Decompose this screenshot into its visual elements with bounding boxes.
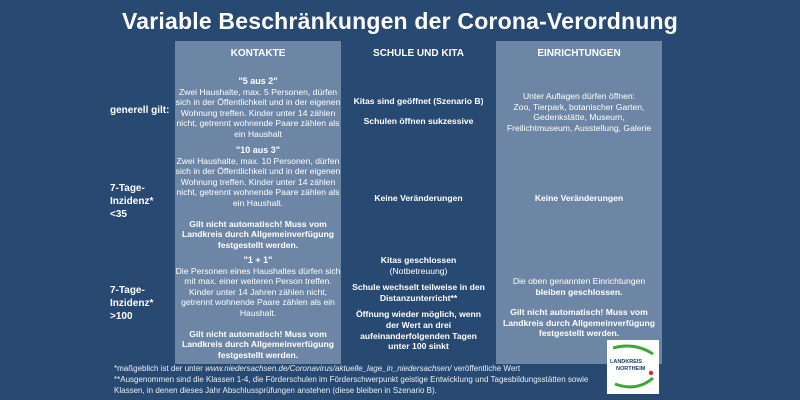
cell-line-bold: Kitas geschlossen bbox=[380, 255, 457, 265]
cell-line: nicht, getrennt wohnende Paare zählen als bbox=[176, 118, 340, 129]
cell-line: mit max. einer weiteren Person treffen. bbox=[184, 276, 332, 287]
cell-line: Die oben genannten Einrichtungen bbox=[512, 276, 646, 286]
row-label-line: Inzidenz* bbox=[110, 196, 154, 207]
logo-line: NORTHEIM bbox=[616, 366, 646, 372]
cell-line-bold: Distanzunterricht** bbox=[379, 292, 458, 303]
landkreis-northeim-logo bbox=[607, 340, 659, 394]
schule-cell-inzidenz-35: Keine Veränderungen bbox=[374, 193, 463, 203]
cell-line: Wohnung treffen. Kinder unter 14 zählen bbox=[180, 107, 336, 118]
cell-line: Freilichtmuseum, Ausstellung, Galerie bbox=[506, 122, 652, 133]
cell-line-bold: unter 100 sinkt bbox=[388, 341, 449, 352]
cell-line-bold: Landkreis durch Allgemeinverfügung bbox=[181, 339, 334, 350]
rule-title: "5 aus 2" bbox=[238, 76, 278, 86]
footnote-incidence bbox=[114, 364, 520, 375]
cell-line-bold: festgestellt werden. bbox=[538, 328, 620, 339]
cell-line-bold: Öffnung wieder möglich, wenn bbox=[355, 309, 482, 320]
cell-line: Haushalt. bbox=[239, 307, 277, 318]
row-label-inzidenz-100 bbox=[110, 284, 153, 323]
cell-line: Kitas sind geöffnet (Szenario B) bbox=[353, 96, 484, 106]
einrichtungen-cell-generell bbox=[496, 91, 662, 133]
schule-cell-inzidenz-100 bbox=[341, 255, 496, 352]
row-label-line: 7-Tage- bbox=[110, 285, 145, 296]
header-schule-kita: SCHULE UND KITA bbox=[373, 48, 464, 59]
footnote-text: veröffentliche Wert bbox=[451, 364, 521, 373]
logo-text bbox=[610, 359, 645, 373]
cell-line-bold: festgestellt werden. bbox=[217, 349, 299, 360]
footnote-line: **Ausgenommen sind die Klassen 1-4, die Förderschulen im Förderschwerpunkt geistige Entwicklung und Tagesbildungsstätten sowie bbox=[114, 375, 589, 384]
cell-line: sich in der Öffentlichkeit und in der eigenen bbox=[175, 97, 341, 108]
rule-title: "1 + 1" bbox=[243, 255, 273, 265]
cell-line-bold: Gilt nicht automatisch! Muss vom bbox=[189, 218, 327, 229]
cell-line: Die Personen eines Haushaltes dürfen sich bbox=[175, 265, 341, 276]
cell-line: Gedenkstätte, Museum, bbox=[533, 112, 625, 123]
cell-line: Kinder unter 14 Jahren zählen nicht, bbox=[188, 286, 328, 297]
logo-line: LANDKREIS bbox=[610, 359, 643, 365]
cell-line: Zoo, Tierpark, botanischer Garten, bbox=[513, 101, 645, 112]
header-einrichtungen: EINRICHTUNGEN bbox=[537, 48, 621, 59]
kontakte-cell-generell bbox=[175, 76, 341, 140]
cell-line: getrennt wohnende Paare zählen als ein bbox=[181, 297, 335, 308]
cell-line-bold: Schule wechselt teilweise in den bbox=[352, 282, 485, 293]
cell-line: Schulen öffnen sukzessive bbox=[363, 115, 474, 126]
cell-line-bold: Gilt nicht automatisch! Muss vom bbox=[510, 307, 648, 318]
cell-line-bold: der Wert an drei bbox=[385, 319, 452, 330]
cell-line: Wohnung treffen. Kinder unter 14 zählen bbox=[180, 176, 336, 187]
cell-line: sich in der Öffentlichkeit und in der eigenen bbox=[175, 166, 341, 177]
einrichtungen-cell-inzidenz-35: Keine Veränderungen bbox=[534, 193, 624, 203]
footnote-text: *maßgeblich ist der unter bbox=[114, 364, 206, 373]
page-title: Variable Beschränkungen der Corona-Verordnung bbox=[121, 8, 678, 34]
cell-line-bold: festgestellt werden. bbox=[217, 239, 299, 250]
row-label-line: >100 bbox=[110, 311, 133, 322]
footnote-exceptions bbox=[114, 375, 588, 396]
rule-title: "10 aus 3" bbox=[235, 145, 281, 155]
cell-line: ein Haushalt. bbox=[232, 197, 284, 208]
cell-line-bold: Landkreis durch Allgemeinverfügung bbox=[181, 229, 334, 240]
row-label-line: generell gilt: bbox=[110, 105, 170, 116]
cell-line: Unter Auflagen dürfen öffnen: bbox=[522, 91, 636, 101]
cell-line: ein Haushalt bbox=[234, 128, 282, 139]
cell-line-bold: aufeinanderfolgenden Tagen bbox=[360, 330, 477, 341]
kontakte-cell-inzidenz-35 bbox=[175, 145, 341, 250]
cell-line-bold: Landkreis durch Allgemeinverfügung bbox=[502, 317, 655, 328]
footnote-line: Klassen, in denen dieses Jahr Abschlussprüfungen anstehen (diese bleiben in Szenario B). bbox=[114, 385, 437, 395]
schule-cell-generell bbox=[341, 96, 496, 126]
cell-line: (Notbetreuung) bbox=[389, 265, 448, 276]
row-label-line: 7-Tage- bbox=[110, 183, 145, 194]
footnote-link[interactable]: www.niedersachsen.de/Coronavirus/aktuelle_lage_in_niedersachsen/ bbox=[205, 364, 452, 373]
row-label-line: Inzidenz* bbox=[110, 298, 154, 309]
einrichtungen-cell-inzidenz-100 bbox=[496, 276, 662, 339]
row-label-generell bbox=[110, 104, 169, 117]
cell-line-bold: bleiben geschlossen. bbox=[535, 286, 623, 297]
header-kontakte: KONTAKTE bbox=[230, 48, 286, 59]
kontakte-cell-inzidenz-100 bbox=[175, 255, 341, 360]
row-label-inzidenz-35 bbox=[110, 182, 153, 221]
cell-line-bold: Gilt nicht automatisch! Muss vom bbox=[189, 328, 327, 339]
row-label-line: <35 bbox=[110, 209, 127, 220]
cell-line: nicht, getrennt wohnende Paare zählen als bbox=[176, 187, 340, 198]
cell-line: Zwei Haushalte, max. 10 Personen, dürfen bbox=[176, 155, 340, 166]
cell-line: Zwei Haushalte, max. 5 Personen, dürfen bbox=[178, 86, 338, 97]
